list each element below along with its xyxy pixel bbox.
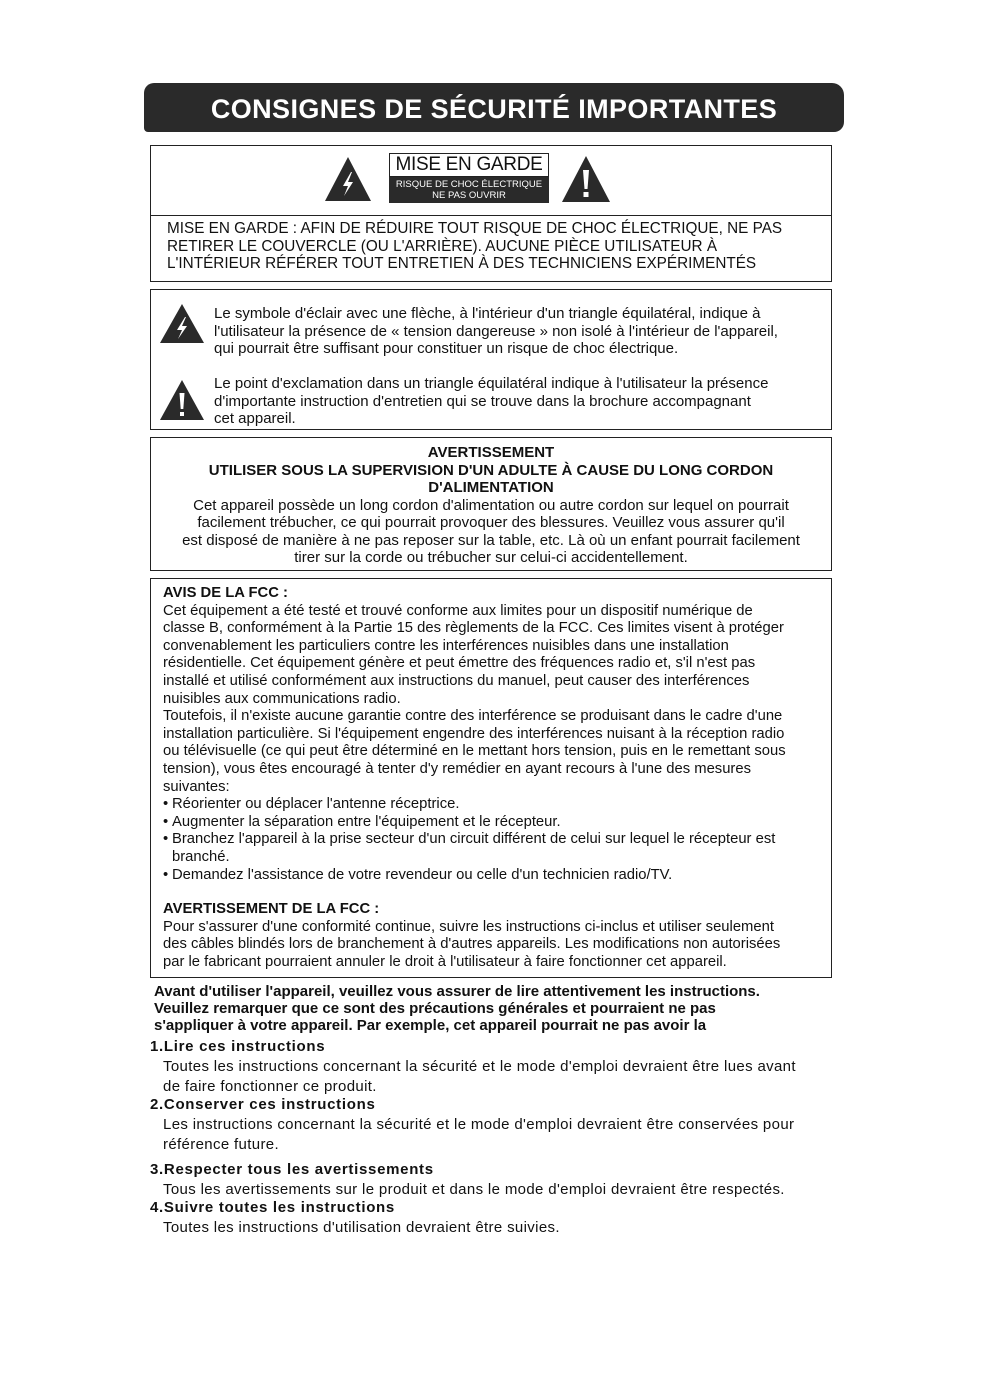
section-body [163, 1180, 858, 1200]
fcc-warning-line: par le fabricant pourraient annuler le droit à l'utilisateur à faire fonctionner cet appareil. [163, 953, 727, 970]
section-line: de faire fonctionner ce produit. [163, 1078, 377, 1095]
cord-warning-body: tirer sur la corde ou trébucher sur celui-ci accidentellement. [294, 549, 688, 566]
fcc-warning-title: AVERTISSEMENT DE LA FCC : [163, 901, 380, 918]
warning-label-line2: NE PAS OUVRIR [432, 190, 506, 201]
list-item: • Branchez l'appareil à la prise secteur d'un circuit différent de celui sur lequel le récepteur est branché. [163, 831, 827, 866]
section-heading: 3.Respecter tous les avertissements [150, 1161, 434, 1178]
fcc-warning-line: des câbles blindés lors de branchement à d'autres appareils. Les modifications non autorisées [163, 936, 781, 953]
lightning-explanation [214, 305, 824, 358]
warning-label [389, 153, 549, 203]
exclamation-triangle-icon [159, 379, 205, 421]
fcc-measures-list [163, 796, 831, 884]
caution-line: L'INTÉRIEUR RÉFÉRER TOUT ENTRETIEN À DES TECHNICIENS EXPÉRIMENTÉS [167, 255, 757, 272]
lightning-triangle-icon [159, 303, 205, 344]
fcc-line: résidentielle. Cet équipement génère et peut émettre des fréquences radio et, s'il n'est pas [163, 655, 756, 672]
cord-warning-subtitle: UTILISER SOUS LA SUPERVISION D'UN ADULTE À CAUSE DU LONG CORDON [208, 461, 774, 479]
intro-line: s'appliquer à votre appareil. Par exemple, cet appareil pourrait ne pas avoir la [154, 1017, 707, 1035]
cord-warning-subtitle: D'ALIMENTATION [428, 479, 554, 496]
fcc-title: AVIS DE LA FCC : [163, 585, 288, 601]
warning-label-title: MISE EN GARDE [389, 153, 549, 177]
section-line: Les instructions concernant la sécurité et le mode d'emploi devraient être conservées pour [163, 1116, 795, 1133]
fcc-warning-line: Pour s'assurer d'une conformité continue, suivre les instructions ci-inclus et utiliser seulement [163, 918, 774, 935]
fcc-line: tension), vous êtes encouragé à tenter d'y remédier en ayant recours à l'une des mesures [163, 760, 751, 777]
exclamation-line: Le point d'exclamation dans un triangle équilatéral indique à l'utilisateur la présence [214, 375, 769, 392]
fcc-line: classe B, conformément à la Partie 15 des règlements de la FCC. Ces limites visent à protéger [163, 620, 784, 637]
lightning-line: qui pourrait être suffisant pour constituer un risque de choc électrique. [214, 340, 679, 357]
caution-panel [150, 145, 832, 282]
exclamation-explanation [214, 375, 824, 428]
fcc-panel [150, 578, 832, 978]
fcc-line: Cet équipement a été testé et trouvé conforme aux limites pour un dispositif numérique de [163, 602, 753, 619]
cord-warning-panel [150, 437, 832, 571]
section-heading: 4.Suivre toutes les instructions [150, 1199, 395, 1216]
section-line: Tous les avertissements sur le produit et dans le mode d'emploi devraient être respectés. [163, 1181, 785, 1198]
section-body [163, 1115, 858, 1155]
intro-line: Veuillez remarquer que ce sont des précautions générales et pourraient ne pas [154, 1000, 716, 1018]
caution-text [167, 220, 827, 273]
fcc-line: installation particulière. Si l'équipement engendre des interférences nuisant à la réception radio [163, 725, 785, 742]
exclamation-triangle-icon [560, 154, 612, 204]
lightning-line: Le symbole d'éclair avec une flèche, à l'intérieur d'un triangle équilatéral, indique à [214, 305, 761, 322]
section-heading: 1.Lire ces instructions [150, 1038, 326, 1055]
fcc-line: Toutefois, il n'existe aucune garantie contre des interférence se produisant dans le cadre d'une [163, 708, 783, 725]
list-item: • Réorienter ou déplacer l'antenne réceptrice. [163, 796, 831, 814]
symbols-panel [150, 289, 832, 430]
section-heading: 2.Conserver ces instructions [150, 1096, 376, 1113]
divider [151, 215, 831, 216]
list-item: • Augmenter la séparation entre l'équipement et le récepteur. [163, 814, 831, 832]
lightning-triangle-icon [323, 155, 373, 203]
lightning-line: l'utilisateur la présence de « tension dangereuse » non isolé à l'intérieur de l'appareil, [214, 322, 778, 340]
list-item: • Demandez l'assistance de votre revendeur ou celle d'un technicien radio/TV. [163, 867, 831, 885]
fcc-paragraph-1 [163, 603, 831, 709]
caution-line: MISE EN GARDE : AFIN DE RÉDUIRE TOUT RISQUE DE CHOC ÉLECTRIQUE, NE PAS [167, 220, 783, 237]
intro-notice [154, 983, 854, 1035]
fcc-line: suivantes: [163, 778, 230, 795]
fcc-line: convenablement les particuliers contre les interférences nuisibles dans une installation [163, 637, 729, 654]
exclamation-line: cet appareil. [214, 410, 296, 427]
warning-label-line1: RISQUE DE CHOC ÉLECTRIQUE [395, 179, 543, 190]
section-line: référence future. [163, 1136, 280, 1153]
section-line: Toutes les instructions d'utilisation devraient être suivies. [163, 1219, 560, 1236]
fcc-paragraph-2 [163, 708, 831, 796]
fcc-line: nuisibles aux communications radio. [163, 690, 401, 707]
exclamation-line: d'importante instruction d'entretien qui se trouve dans la brochure accompagnant [214, 392, 751, 410]
section-line: Toutes les instructions concernant la sécurité et le mode d'emploi devraient être lues avant [163, 1058, 796, 1075]
section-body [163, 1218, 858, 1238]
caution-line: RETIRER LE COUVERCLE (OU L'ARRIÈRE). AUCUNE PIÈCE UTILISATEUR À [167, 237, 718, 255]
warning-label-subtitle [389, 177, 549, 203]
cord-warning-title: AVERTISSEMENT [427, 444, 555, 461]
fcc-line: ou télévisuelle (ce qui peut être déterminé en le mettant hors tension, puis en le remettant sous [163, 743, 786, 760]
page-title: CONSIGNES DE SÉCURITÉ IMPORTANTES [144, 83, 844, 132]
intro-line: Avant d'utiliser l'appareil, veuillez vous assurer de lire attentivement les instructions. [154, 983, 760, 1000]
fcc-line: installé et utilisé conformément aux instructions du manuel, peut causer des interférences [163, 672, 750, 689]
fcc-warning-text [163, 919, 831, 972]
cord-warning-body: Cet appareil possède un long cordon d'alimentation ou autre cordon sur lequel on pourrait [193, 496, 789, 514]
cord-warning-body: est disposé de manière à ne pas reposer sur la table, etc. Là où un enfant pourrait facilement [182, 531, 800, 549]
section-body [163, 1057, 858, 1097]
cord-warning-body: facilement trébucher, ce qui pourrait provoquer des blessures. Veuillez vous assurer qu'il [197, 514, 785, 531]
